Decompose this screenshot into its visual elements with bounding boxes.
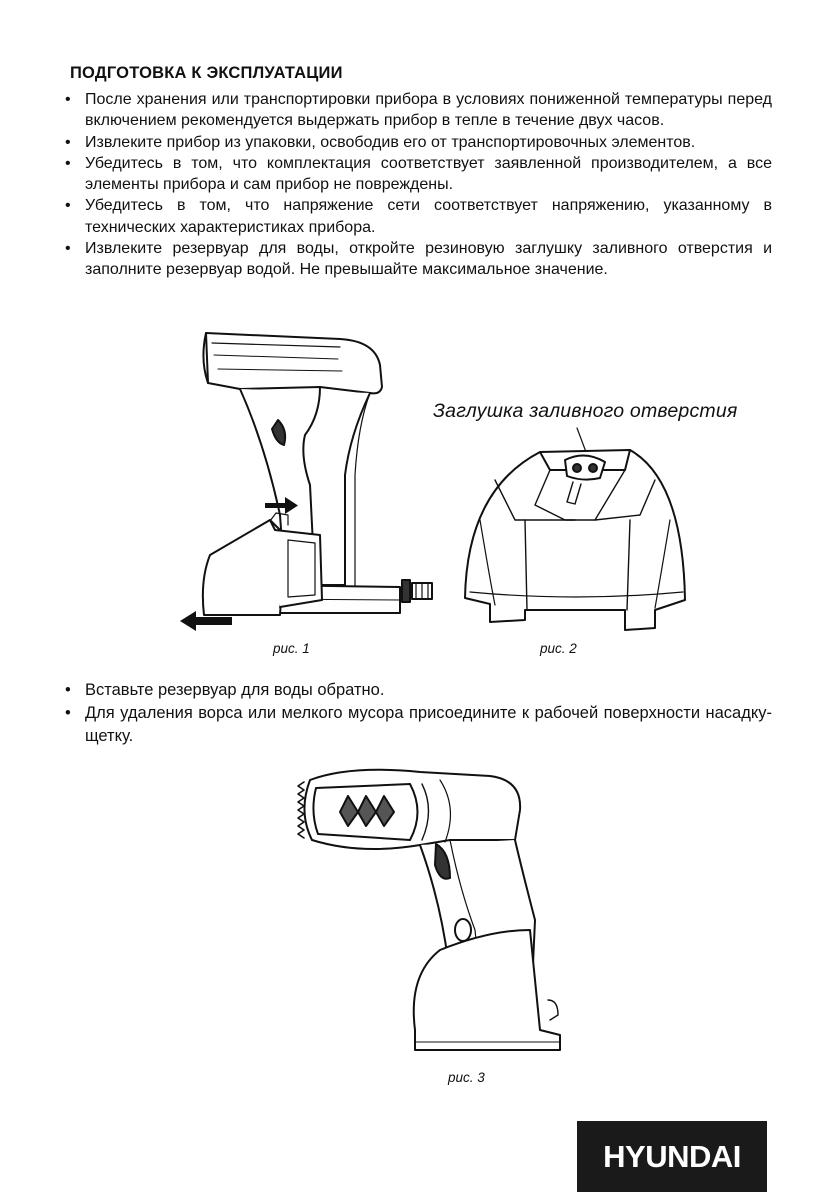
list-item: [62, 153, 772, 196]
figure-2-caption: рис. 2: [540, 641, 577, 656]
filler-plug: [565, 455, 605, 479]
list-item: [62, 195, 772, 238]
bullet: •: [65, 91, 71, 108]
list-item: [62, 132, 772, 153]
hyundai-logo: HYUNDAI: [577, 1121, 767, 1192]
list-item-text: После хранения или транспортировки прибора в условиях пониженной температуры перед включением рекомендуется выдержать прибор в тепле в течение двух часов.: [85, 91, 772, 130]
bullet: •: [65, 704, 71, 722]
section-heading: ПОДГОТОВКА К ЭКСПЛУАТАЦИИ: [70, 64, 343, 82]
steamer-head: [206, 333, 382, 393]
bullet: •: [65, 240, 71, 258]
list-item-text: Извлеките прибор из упаковки, освободив его от транспортировочных элементов.: [85, 133, 696, 151]
list-item: [62, 702, 772, 748]
bullet: •: [65, 154, 71, 172]
figure-3-steamer-brush: [290, 760, 575, 1060]
list-item-text: Убедитесь в том, что комплектация соответствует заявленной производителем, а все элементы прибора и сам прибор не повреждены.: [85, 154, 772, 194]
bullet: •: [65, 197, 71, 215]
reassembly-list: [62, 679, 772, 748]
list-item-text: Извлеките резервуар для воды, откройте резиновую заглушку заливного отверстия и заполните резервуар водой. Не превышайте максимальное значение.: [85, 240, 772, 279]
bullet: •: [65, 681, 71, 699]
list-item-text: Убедитесь в том, что напряжение сети соответствует напряжению, указанному в технических характеристиках прибора.: [85, 197, 772, 236]
list-item-text: Для удаления ворса или мелкого мусора присоедините к рабочей поверхности насадку-щетку.: [85, 704, 772, 745]
figure-3-caption: рис. 3: [448, 1070, 485, 1085]
list-item: [62, 679, 772, 702]
figure-2-water-tank: [455, 420, 695, 635]
list-item: [62, 89, 772, 132]
steamer-base: [414, 930, 560, 1050]
bullet: •: [65, 133, 71, 151]
figure-1-steamer-tank-removal: [170, 325, 450, 640]
list-item: [62, 238, 772, 281]
figure-2-callout: Заглушка заливного отверстия: [433, 400, 738, 422]
list-item-text: Вставьте резервуар для воды обратно.: [85, 681, 385, 699]
figure-1-caption: рис. 1: [273, 641, 310, 656]
preparation-list: [62, 89, 772, 281]
